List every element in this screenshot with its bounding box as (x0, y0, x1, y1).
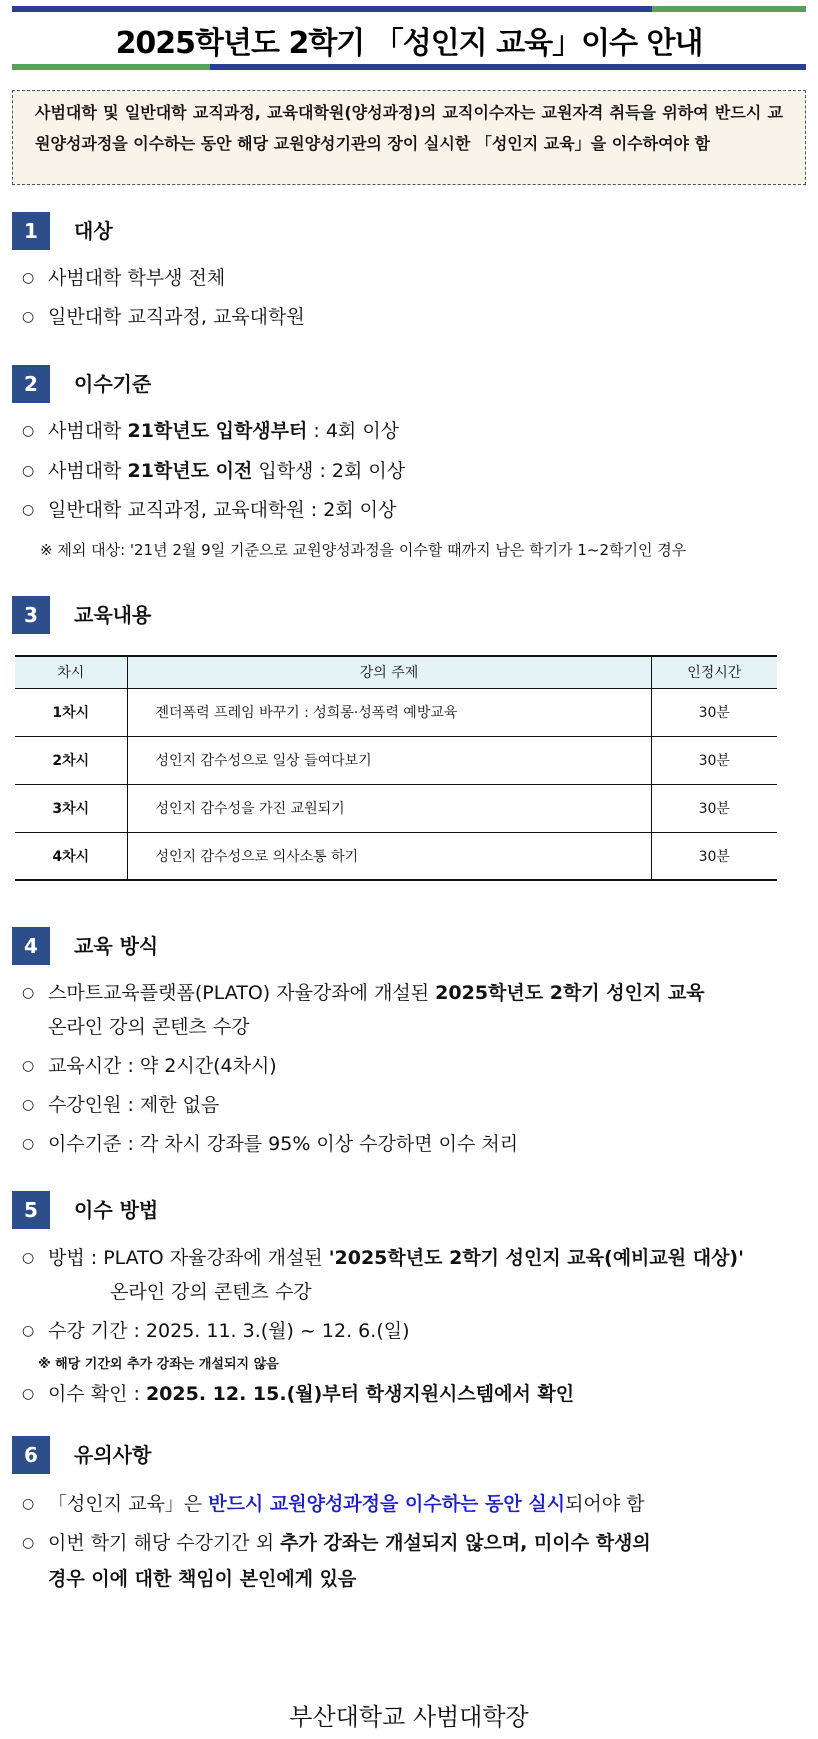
bullet-icon: ○ (22, 1496, 35, 1512)
list-item: ○ 「성인지 교육」은 반드시 교원양성과정을 이수하는 동안 실시되어야 함 (22, 1493, 645, 1515)
intro-box: 사범대학 및 일반대학 교직과정, 교육대학원(양성과정)의 교직이수자는 교원자격 취득을 위하여 반드시 교원양성과정을 이수하는 동안 해당 교원양성기관의 장이 실시한 「성인지 교육」을 이수하여야 함 (12, 90, 806, 185)
list-item: ○ 일반대학 교직과정, 교육대학원 (22, 306, 305, 328)
column-header: 강의 주제 (127, 656, 651, 688)
list-item: ○ 일반대학 교직과정, 교육대학원 : 2회 이상 (22, 499, 397, 521)
section-number: 6 (12, 1436, 50, 1474)
bullet-icon: ○ (22, 1535, 35, 1551)
section-number: 1 (12, 212, 50, 250)
table-cell: 젠더폭력 프레임 바꾸기 : 성희롱·성폭력 예방교육 (127, 688, 651, 736)
title-bottom-bar (12, 64, 806, 70)
section-title: 이수기준 (74, 372, 152, 396)
list-item: ○ 사범대학 21학년도 입학생부터 : 4회 이상 (22, 420, 400, 442)
bullet-icon: ○ (22, 1136, 35, 1152)
section-title: 대상 (74, 219, 113, 243)
list-item: ○ 사범대학 학부생 전체 (22, 267, 226, 289)
bullet-icon: ○ (22, 1058, 35, 1074)
section-number: 2 (12, 365, 50, 403)
table-cell: 성인지 감수성을 가진 교원되기 (127, 784, 651, 832)
bullet-icon: ○ (22, 1250, 35, 1266)
issuer-signature: 부산대학교 사범대학장 (289, 1703, 529, 1731)
column-header: 인정시간 (651, 656, 777, 688)
list-item-continuation: 경우 이에 대한 책임이 본인에게 있음 (48, 1568, 357, 1590)
top-bar (12, 6, 806, 12)
table-row (15, 736, 777, 784)
list-item-continuation: 온라인 강의 콘텐츠 수강 (48, 1016, 250, 1038)
bullet-icon: ○ (22, 270, 35, 286)
list-item: ○ 스마트교육플랫폼(PLATO) 자율강좌에 개설된 2025학년도 2학기 성인지 교육 (22, 982, 705, 1004)
page-title: 2025학년도 2학기 「성인지 교육」이수 안내 (115, 26, 703, 61)
list-item-continuation: 온라인 강의 콘텐츠 수강 (110, 1281, 312, 1303)
bullet-icon: ○ (22, 463, 35, 479)
list-item: ○ 수강 기간 : 2025. 11. 3.(월) ~ 12. 6.(일) (22, 1320, 410, 1342)
table-row (15, 832, 777, 880)
schedule-note: ※ 해당 기간외 추가 강좌는 개설되지 않음 (38, 1357, 279, 1372)
list-item: ○ 이수기준 : 각 차시 강좌를 95% 이상 수강하면 이수 처리 (22, 1133, 519, 1155)
table-cell: 30분 (651, 832, 777, 880)
table-cell: 30분 (651, 784, 777, 832)
bullet-icon: ○ (22, 985, 35, 1001)
list-item: ○ 이번 학기 해당 수강기간 외 추가 강좌는 개설되지 않으며, 미이수 학생의 (22, 1532, 651, 1554)
table-cell: 30분 (651, 736, 777, 784)
table-header-row (15, 656, 777, 688)
course-table (15, 655, 777, 881)
table-cell: 4차시 (15, 832, 127, 880)
table-cell: 성인지 감수성으로 일상 들여다보기 (127, 736, 651, 784)
bullet-icon: ○ (22, 309, 35, 325)
table-cell: 1차시 (15, 688, 127, 736)
bullet-icon: ○ (22, 1386, 35, 1402)
table-row (15, 784, 777, 832)
table-row (15, 688, 777, 736)
section-title: 이수 방법 (74, 1198, 159, 1222)
table-cell: 3차시 (15, 784, 127, 832)
bullet-icon: ○ (22, 1323, 35, 1339)
section-title: 교육내용 (74, 603, 152, 627)
bullet-icon: ○ (22, 1097, 35, 1113)
section-title: 교육 방식 (74, 934, 159, 958)
section-number: 3 (12, 596, 50, 634)
section-number: 4 (12, 927, 50, 965)
table-cell: 성인지 감수성으로 의사소통 하기 (127, 832, 651, 880)
list-item: ○ 사범대학 21학년도 이전 입학생 : 2회 이상 (22, 460, 406, 482)
list-item: ○ 방법 : PLATO 자율강좌에 개설된 '2025학년도 2학기 성인지 교육(예비교원 대상)' (22, 1247, 744, 1269)
column-header: 차시 (15, 656, 127, 688)
list-item: ○ 교육시간 : 약 2시간(4차시) (22, 1055, 277, 1077)
table-cell: 30분 (651, 688, 777, 736)
table-cell: 2차시 (15, 736, 127, 784)
list-item: ○ 수강인원 : 제한 없음 (22, 1094, 220, 1116)
section-title: 유의사항 (74, 1443, 152, 1467)
bullet-icon: ○ (22, 502, 35, 518)
exclusion-note: ※ 제외 대상: '21년 2월 9일 기준으로 교원양성과정을 이수할 때까지 남은 학기가 1~2학기인 경우 (40, 541, 687, 559)
section-number: 5 (12, 1191, 50, 1229)
list-item: ○ 이수 확인 : 2025. 12. 15.(월)부터 학생지원시스템에서 확인 (22, 1383, 575, 1405)
bullet-icon: ○ (22, 423, 35, 439)
